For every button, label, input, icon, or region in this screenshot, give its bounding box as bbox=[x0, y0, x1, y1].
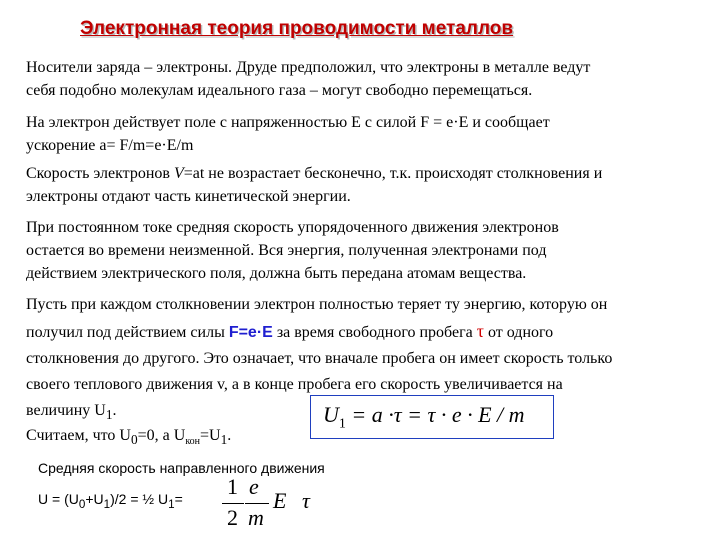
text-span: получил под действием силы bbox=[26, 324, 229, 341]
text-line bbox=[26, 424, 698, 453]
formula-tau: τ bbox=[302, 488, 310, 513]
text-line: При постоянном токе средняя скорость упорядоченного движения электронов bbox=[26, 219, 559, 236]
text-span: величину U bbox=[26, 402, 106, 419]
text-span: Скорость электронов bbox=[26, 165, 174, 182]
subscript: 1 bbox=[103, 497, 111, 511]
fraction-numerator-1: 1 bbox=[227, 474, 238, 499]
text-span: за время свободного пробега bbox=[272, 324, 477, 341]
text-line bbox=[26, 162, 698, 185]
subscript: 1 bbox=[220, 432, 228, 448]
text-span: Считаем, что U bbox=[26, 427, 131, 444]
velocity-symbol: V bbox=[173, 165, 184, 182]
average-velocity-heading: Средняя скорость направленного движения bbox=[38, 460, 325, 476]
subscript: 1 bbox=[105, 407, 113, 423]
subscript: 1 bbox=[168, 497, 175, 511]
subscript: кон bbox=[185, 436, 201, 448]
text-line: своего теплового движения v, а в конце пробега его скорость увеличивается на bbox=[26, 376, 563, 393]
tau-symbol: τ bbox=[476, 321, 484, 341]
formula-u: U bbox=[323, 402, 339, 427]
text-span: . bbox=[112, 402, 117, 419]
fraction-numerator-e: e bbox=[249, 474, 259, 499]
fraction-bar bbox=[245, 503, 269, 504]
formula-e-field: E bbox=[273, 488, 287, 513]
text-line: остается во времени неизменной. Вся энергия, полученная электронами под bbox=[26, 242, 547, 259]
text-span: )/2 = ½ U bbox=[110, 491, 169, 507]
text-line: столкновения до другого. Это означает, что вначале пробега он имеет скорость только bbox=[26, 350, 613, 367]
text-span: . bbox=[227, 427, 232, 444]
text-span: = bbox=[174, 491, 183, 507]
fraction-denominator-m: m bbox=[248, 505, 264, 530]
text-span: U = (U bbox=[38, 491, 79, 507]
text-line: На электрон действует поле с напряженностью E с силой F = e·E и сообщает bbox=[26, 114, 550, 131]
paragraph-velocity bbox=[26, 162, 698, 208]
subscript: 0 bbox=[130, 432, 138, 448]
text-line: Пусть при каждом столкновении электрон полностью теряет ту энергию, которую он bbox=[26, 296, 608, 313]
text-line bbox=[26, 318, 698, 346]
text-span: от одного bbox=[483, 324, 554, 341]
text-line: себя подобно молекулам идеального газа – могут свободно перемещаться. bbox=[26, 82, 533, 99]
text-span: =U bbox=[200, 427, 221, 444]
paragraph-steady-current bbox=[26, 216, 698, 285]
text-line: Носители заряда – электроны. Друде предположил, что электроны в металле ведут bbox=[26, 59, 591, 76]
text-line: действием электрического поля, должна быть передана атомам вещества. bbox=[26, 265, 527, 282]
text-span: =0, а U bbox=[137, 427, 186, 444]
average-velocity-equation bbox=[38, 488, 710, 516]
text-line: ускорение a= F/m=e·E/m bbox=[26, 137, 194, 154]
fraction-bar bbox=[222, 503, 244, 504]
formula-rest: = a ·τ = τ · e · E / m bbox=[345, 402, 525, 427]
text-line: электроны отдают часть кинетической энергии. bbox=[26, 188, 351, 205]
formula-subscript: 1 bbox=[338, 416, 346, 432]
paragraph-drude bbox=[26, 56, 698, 102]
fraction-denominator-2: 2 bbox=[227, 505, 238, 530]
subscript: 0 bbox=[78, 497, 86, 511]
force-formula: F=e·E bbox=[228, 324, 273, 341]
paragraph-assumption bbox=[26, 424, 698, 453]
text-span: =at не возрастает бесконечно, т.к. происходят столкновения и bbox=[183, 165, 603, 182]
paragraph-force bbox=[26, 111, 698, 157]
text-span: +U bbox=[85, 491, 104, 507]
slide-title: Электронная теория проводимости металлов bbox=[80, 18, 514, 39]
